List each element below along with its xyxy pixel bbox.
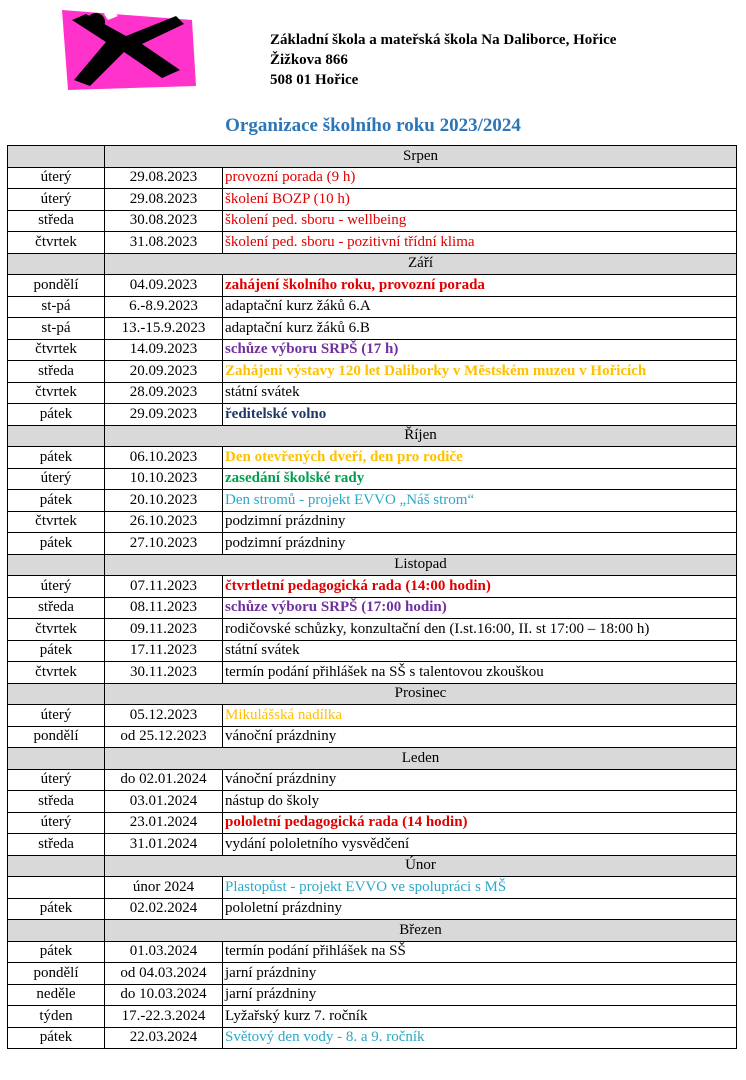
event-row: [8, 619, 737, 641]
event-day: pondělí: [8, 963, 105, 985]
event-day: středa: [8, 361, 105, 383]
school-address: [270, 30, 616, 90]
event-description: vánoční prázdniny: [223, 769, 737, 791]
event-row: [8, 1006, 737, 1028]
event-description: Den stromů - projekt EVVO „Náš strom“: [223, 490, 737, 512]
event-description: adaptační kurz žáků 6.B: [223, 318, 737, 340]
event-date: 23.01.2024: [105, 812, 223, 834]
event-date: 29.09.2023: [105, 404, 223, 426]
event-description: podzimní prázdniny: [223, 511, 737, 533]
month-header-row: [8, 748, 737, 770]
event-day: [8, 877, 105, 899]
event-date: do 02.01.2024: [105, 769, 223, 791]
event-date: 29.08.2023: [105, 189, 223, 211]
event-day: pondělí: [8, 726, 105, 748]
event-description: termín podání přihlášek na SŠ s talentovou zkouškou: [223, 662, 737, 684]
event-day: čtvrtek: [8, 382, 105, 404]
event-day: neděle: [8, 984, 105, 1006]
event-row: [8, 941, 737, 963]
event-day: pátek: [8, 1027, 105, 1049]
event-description: vydání pololetního vysvědčení: [223, 834, 737, 856]
month-name: Říjen: [105, 425, 737, 447]
event-row: [8, 533, 737, 555]
month-name: Listopad: [105, 554, 737, 576]
event-description: schůze výboru SRPŠ (17:00 hodin): [223, 597, 737, 619]
event-row: [8, 963, 737, 985]
event-row: [8, 361, 737, 383]
event-description: Zahájení výstavy 120 let Daliborky v Městském muzeu v Hořicích: [223, 361, 737, 383]
event-row: [8, 210, 737, 232]
event-row: [8, 468, 737, 490]
event-row: [8, 597, 737, 619]
event-day: středa: [8, 597, 105, 619]
event-day: úterý: [8, 468, 105, 490]
event-day: pondělí: [8, 275, 105, 297]
event-description: podzimní prázdniny: [223, 533, 737, 555]
month-name: Září: [105, 253, 737, 275]
event-date: 30.08.2023: [105, 210, 223, 232]
event-description: státní svátek: [223, 640, 737, 662]
event-date: 08.11.2023: [105, 597, 223, 619]
event-day: úterý: [8, 705, 105, 727]
event-date: 20.10.2023: [105, 490, 223, 512]
event-row: [8, 167, 737, 189]
event-description: Světový den vody - 8. a 9. ročník: [223, 1027, 737, 1049]
month-header-spacer: [8, 748, 105, 770]
event-row: [8, 511, 737, 533]
event-description: ředitelské volno: [223, 404, 737, 426]
event-date: 31.08.2023: [105, 232, 223, 254]
month-header-row: [8, 253, 737, 275]
school-street: Žižkova 866: [270, 52, 348, 68]
event-description: jarní prázdniny: [223, 984, 737, 1006]
school-city: 508 01 Hořice: [270, 72, 359, 88]
event-day: čtvrtek: [8, 339, 105, 361]
event-day: čtvrtek: [8, 511, 105, 533]
event-row: [8, 576, 737, 598]
event-description: rodičovské schůzky, konzultační den (I.st.16:00, II. st 17:00 – 18:00 h): [223, 619, 737, 641]
event-row: [8, 898, 737, 920]
page-title: Organizace školního roku 2023/2024: [225, 115, 521, 136]
month-header-row: [8, 683, 737, 705]
event-day: středa: [8, 791, 105, 813]
event-description: státní svátek: [223, 382, 737, 404]
event-date: 17.11.2023: [105, 640, 223, 662]
event-description: školení ped. sboru - wellbeing: [223, 210, 737, 232]
event-description: pololetní pedagogická rada (14 hodin): [223, 812, 737, 834]
event-row: [8, 382, 737, 404]
event-date: 03.01.2024: [105, 791, 223, 813]
event-description: zahájení školního roku, provozní porada: [223, 275, 737, 297]
event-date: 01.03.2024: [105, 941, 223, 963]
event-row: [8, 189, 737, 211]
event-description: schůze výboru SRPŠ (17 h): [223, 339, 737, 361]
event-description: provozní porada (9 h): [223, 167, 737, 189]
event-date: 17.-22.3.2024: [105, 1006, 223, 1028]
event-date: do 10.03.2024: [105, 984, 223, 1006]
event-row: [8, 812, 737, 834]
event-day: středa: [8, 210, 105, 232]
event-date: 14.09.2023: [105, 339, 223, 361]
event-row: [8, 834, 737, 856]
event-day: pátek: [8, 640, 105, 662]
event-day: pátek: [8, 941, 105, 963]
event-date: 09.11.2023: [105, 619, 223, 641]
event-date: 22.03.2024: [105, 1027, 223, 1049]
event-date: 02.02.2024: [105, 898, 223, 920]
event-day: úterý: [8, 576, 105, 598]
event-description: pololetní prázdniny: [223, 898, 737, 920]
event-row: [8, 490, 737, 512]
month-name: Únor: [105, 855, 737, 877]
event-row: [8, 404, 737, 426]
event-date: 13.-15.9.2023: [105, 318, 223, 340]
event-day: čtvrtek: [8, 619, 105, 641]
event-day: st-pá: [8, 318, 105, 340]
event-date: 10.10.2023: [105, 468, 223, 490]
event-date: únor 2024: [105, 877, 223, 899]
event-row: [8, 447, 737, 469]
event-row: [8, 877, 737, 899]
month-header-row: [8, 855, 737, 877]
event-date: 06.10.2023: [105, 447, 223, 469]
school-logo: [58, 6, 198, 90]
event-description: vánoční prázdniny: [223, 726, 737, 748]
event-date: 29.08.2023: [105, 167, 223, 189]
month-header-spacer: [8, 683, 105, 705]
calendar-table: [7, 145, 737, 1049]
event-date: 28.09.2023: [105, 382, 223, 404]
month-name: Prosinec: [105, 683, 737, 705]
event-row: [8, 662, 737, 684]
event-row: [8, 232, 737, 254]
event-day: pátek: [8, 533, 105, 555]
event-date: od 04.03.2024: [105, 963, 223, 985]
month-header-spacer: [8, 146, 105, 168]
event-description: adaptační kurz žáků 6.A: [223, 296, 737, 318]
month-header-spacer: [8, 554, 105, 576]
event-description: Den otevřených dveří, den pro rodiče: [223, 447, 737, 469]
event-date: od 25.12.2023: [105, 726, 223, 748]
event-row: [8, 705, 737, 727]
event-date: 31.01.2024: [105, 834, 223, 856]
event-date: 30.11.2023: [105, 662, 223, 684]
event-day: pátek: [8, 490, 105, 512]
event-day: čtvrtek: [8, 232, 105, 254]
month-name: Srpen: [105, 146, 737, 168]
event-row: [8, 275, 737, 297]
event-day: středa: [8, 834, 105, 856]
month-header-spacer: [8, 920, 105, 942]
event-description: nástup do školy: [223, 791, 737, 813]
event-description: školení BOZP (10 h): [223, 189, 737, 211]
event-description: jarní prázdniny: [223, 963, 737, 985]
month-name: Leden: [105, 748, 737, 770]
event-description: Mikulášská nadílka: [223, 705, 737, 727]
event-row: [8, 640, 737, 662]
month-header-spacer: [8, 855, 105, 877]
month-header-row: [8, 554, 737, 576]
event-description: školení ped. sboru - pozitivní třídní klima: [223, 232, 737, 254]
event-row: [8, 296, 737, 318]
event-date: 6.-8.9.2023: [105, 296, 223, 318]
event-day: úterý: [8, 189, 105, 211]
event-row: [8, 726, 737, 748]
month-name: Březen: [105, 920, 737, 942]
month-header-spacer: [8, 425, 105, 447]
month-header-spacer: [8, 253, 105, 275]
school-name: Základní škola a mateřská škola Na Daliborce, Hořice: [270, 32, 617, 48]
event-day: týden: [8, 1006, 105, 1028]
event-description: zasedání školské rady: [223, 468, 737, 490]
event-date: 27.10.2023: [105, 533, 223, 555]
event-day: pátek: [8, 404, 105, 426]
month-header-row: [8, 920, 737, 942]
event-row: [8, 318, 737, 340]
month-header-row: [8, 146, 737, 168]
event-day: úterý: [8, 167, 105, 189]
event-description: termín podání přihlášek na SŠ: [223, 941, 737, 963]
event-date: 26.10.2023: [105, 511, 223, 533]
event-date: 04.09.2023: [105, 275, 223, 297]
event-description: čtvrtletní pedagogická rada (14:00 hodin): [223, 576, 737, 598]
event-description: Lyžařský kurz 7. ročník: [223, 1006, 737, 1028]
event-day: čtvrtek: [8, 662, 105, 684]
event-description: Plastopůst - projekt EVVO ve spolupráci s MŠ: [223, 877, 737, 899]
event-day: st-pá: [8, 296, 105, 318]
event-day: pátek: [8, 447, 105, 469]
event-day: pátek: [8, 898, 105, 920]
event-date: 20.09.2023: [105, 361, 223, 383]
event-row: [8, 769, 737, 791]
event-row: [8, 339, 737, 361]
event-row: [8, 1027, 737, 1049]
event-row: [8, 791, 737, 813]
event-date: 05.12.2023: [105, 705, 223, 727]
event-day: úterý: [8, 812, 105, 834]
event-row: [8, 984, 737, 1006]
month-header-row: [8, 425, 737, 447]
event-date: 07.11.2023: [105, 576, 223, 598]
event-day: úterý: [8, 769, 105, 791]
